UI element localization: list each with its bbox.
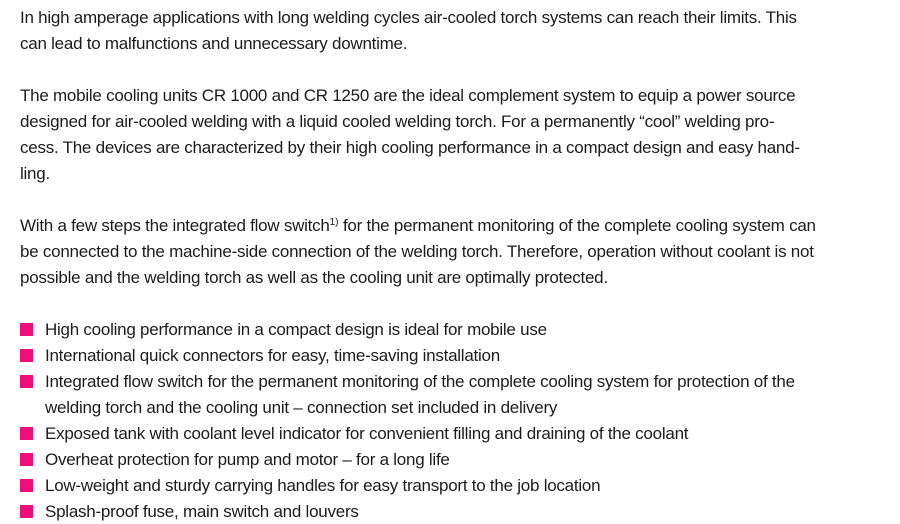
list-item xyxy=(20,499,882,524)
bullet-square-marker xyxy=(20,375,33,388)
paragraph-line xyxy=(20,213,882,239)
paragraph-line: cess. The devices are characterized by their high cooling performance in a compact design and easy hand- xyxy=(20,138,800,157)
bullet-square-marker xyxy=(20,453,33,466)
list-item xyxy=(20,369,882,421)
paragraph-line: In high amperage applications with long welding cycles air-cooled torch systems can reach their limits. This xyxy=(20,8,797,27)
footnote-reference: 1) xyxy=(329,217,339,228)
bullet-square-marker xyxy=(20,323,33,336)
paragraph-product xyxy=(20,83,882,187)
list-item-text: Splash-proof fuse, main switch and louvers xyxy=(45,502,359,521)
list-item-text: welding torch and the cooling unit – connection set included in delivery xyxy=(45,398,558,417)
paragraph-line: can lead to malfunctions and unnecessary downtime. xyxy=(20,34,408,53)
list-item-text: Integrated flow switch for the permanent monitoring of the complete cooling system for protection of the xyxy=(45,372,795,391)
paragraph-text: With a few steps the integrated flow switch xyxy=(20,216,330,235)
list-item-text: Overheat protection for pump and motor – for a long life xyxy=(45,450,450,469)
paragraph-line: ling. xyxy=(20,164,50,183)
list-item xyxy=(20,317,882,343)
feature-list xyxy=(20,317,882,524)
list-item-text: Exposed tank with coolant level indicator for convenient filling and draining of the coolant xyxy=(45,424,689,443)
list-item-text: High cooling performance in a compact design is ideal for mobile use xyxy=(45,320,547,339)
list-item xyxy=(20,473,882,499)
paragraph-line: be connected to the machine-side connection of the welding torch. Therefore, operation without coolant is not xyxy=(20,242,814,261)
list-item xyxy=(20,447,882,473)
paragraph-line: possible and the welding torch as well as the cooling unit are optimally protected. xyxy=(20,268,608,287)
bullet-square-marker xyxy=(20,479,33,492)
list-item-text: Low-weight and sturdy carrying handles for easy transport to the job location xyxy=(45,476,601,495)
paragraph-line: The mobile cooling units CR 1000 and CR 1250 are the ideal complement system to equip a power source xyxy=(20,86,796,105)
paragraph-text: for the permanent monitoring of the complete cooling system can xyxy=(338,216,816,235)
paragraph-flow-switch xyxy=(20,213,882,291)
bullet-square-marker xyxy=(20,427,33,440)
list-item xyxy=(20,343,882,369)
bullet-square-marker xyxy=(20,505,33,518)
paragraph-intro xyxy=(20,5,882,57)
bullet-square-marker xyxy=(20,349,33,362)
list-item xyxy=(20,421,882,447)
list-item-text: International quick connectors for easy, time-saving installation xyxy=(45,346,500,365)
paragraph-line: designed for air-cooled welding with a liquid cooled welding torch. For a permanently “cool” welding pro- xyxy=(20,112,775,131)
